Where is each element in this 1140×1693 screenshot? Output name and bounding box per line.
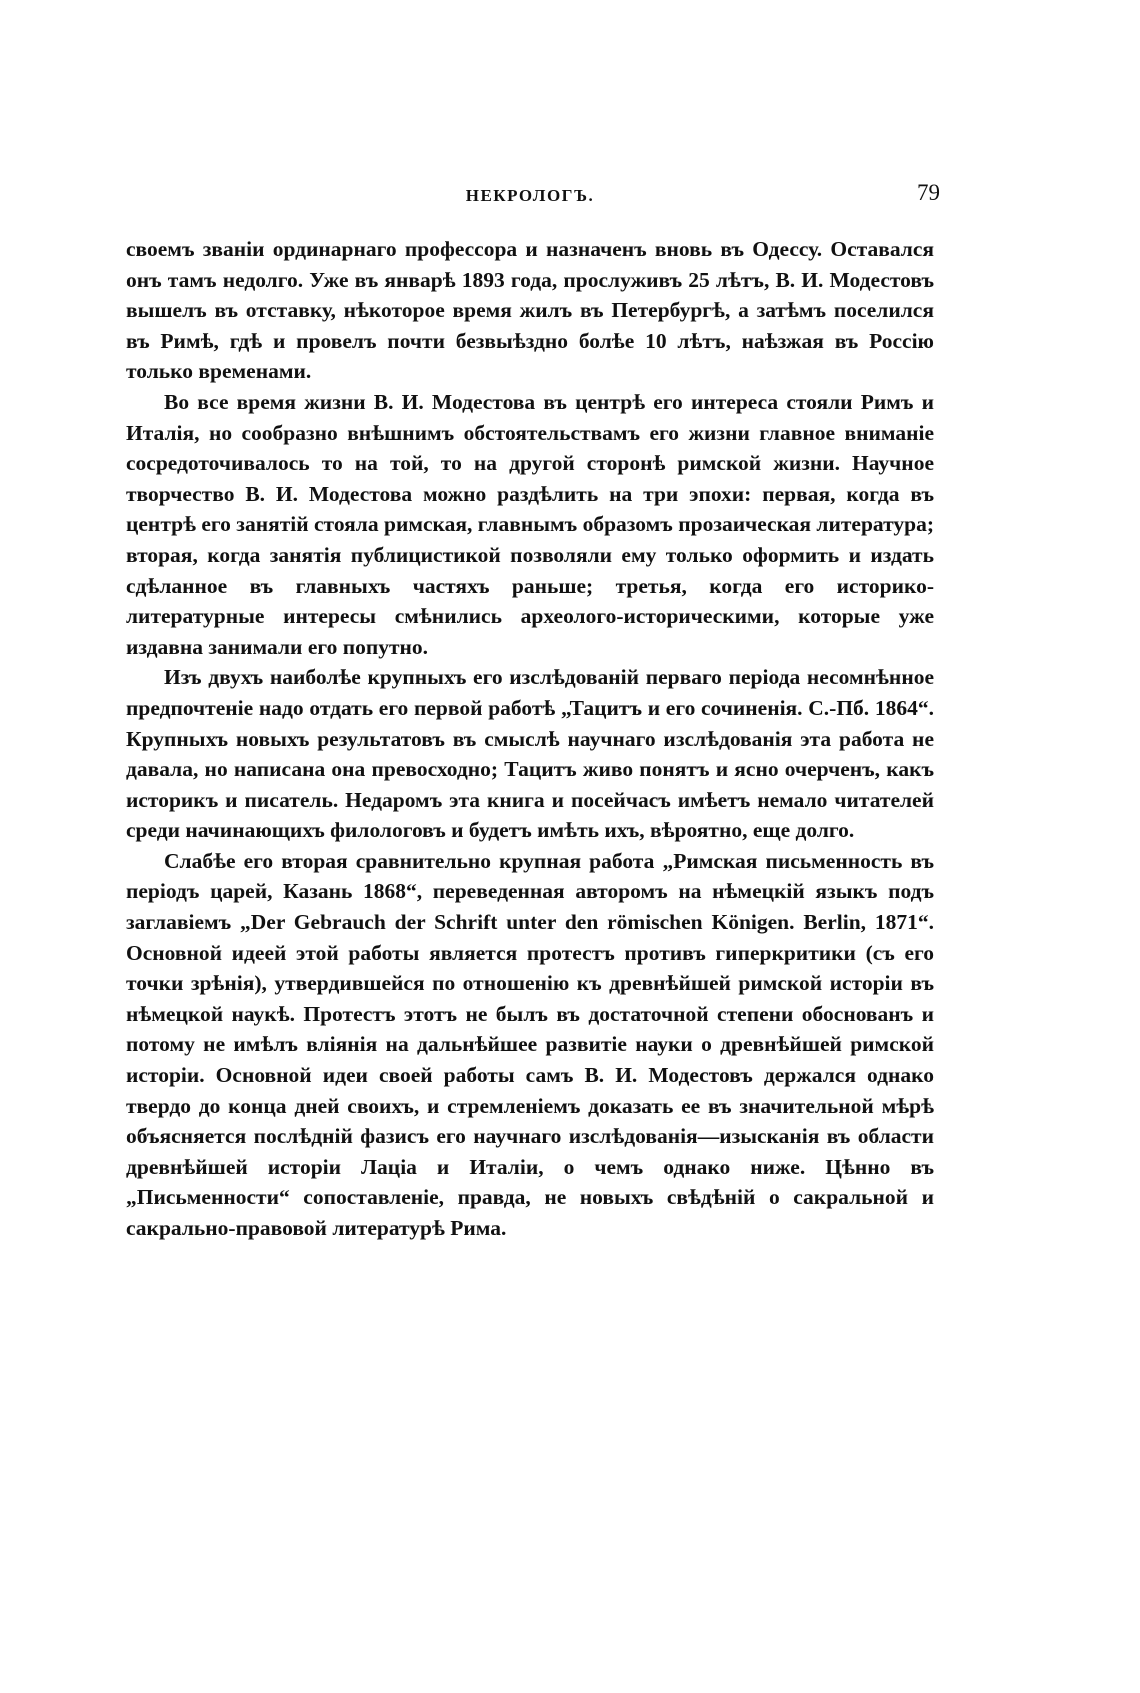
running-head: [120, 180, 940, 210]
paragraph: Во все время жизни В. И. Модестова въ центрѣ его интереса стояли Римъ и Италія, но сообразно внѣшнимъ обстоятельствамъ его жизни главное вниманіе сосредоточивалось то на той, то на другой сторонѣ римской жизни. Научное творчество В. И. Модестова можно раздѣлить на три эпохи: первая, когда въ центрѣ его занятій стояла римская, главнымъ образомъ прозаическая литература; вторая, когда занятія публицистикой позволяли ему только оформить и издать сдѣланное въ главныхъ частяхъ раньше; третья, когда его историко-литературные интересы смѣнились археолого-историческими, которые уже издавна занимали его попутно.: [126, 389, 934, 659]
paragraph: Изъ двухъ наиболѣе крупныхъ его изслѣдованій перваго періода несомнѣнное предпочтеніе надо отдать его первой работѣ „Тацитъ и его сочиненія. С.-Пб. 1864“. Крупныхъ новыхъ результатовъ въ смыслѣ научнаго изслѣдованія эта работа не давала, но написана она превосходно; Тацитъ живо понятъ и ясно очерченъ, какъ историкъ и писатель. Недаромъ эта книга и посейчасъ имѣетъ немало читателей среди начинающихъ филологовъ и будетъ имѣть ихъ, вѣроятно, еще долго.: [126, 665, 934, 843]
paragraph: своемъ званіи ординарнаго профессора и назначенъ вновь въ Одессу. Оставался онъ тамъ недолго. Уже въ январѣ 1893 года, прослуживъ 25 лѣтъ, В. И. Модестовъ вышелъ въ отставку, нѣкоторое время жилъ въ Петербургѣ, а затѣмъ поселился въ Римѣ, гдѣ и провелъ почти безвыѣздно болѣе 10 лѣтъ, наѣзжая въ Россію только временами.: [126, 237, 934, 384]
paragraph: Слабѣе его вторая сравнительно крупная работа „Римская письменность въ періодъ царей, Казань 1868“, переведенная авторомъ на нѣмецкій языкъ подъ заглавіемъ „Der Gebrauch der Schrift unter den römischen Königen. Berlin, 1871“. Основной идеей этой работы является протестъ противъ гиперкритики (съ его точки зрѣнія), утвердившейся по отношенію къ древнѣйшей римской исторіи въ нѣмецкой наукѣ. Протестъ этотъ не былъ въ достаточной степени обоснованъ и потому не имѣлъ вліянія на дальнѣйшее развитіе науки о древнѣйшей римской исторіи. Основной идеи своей работы самъ В. И. Модестовъ держался однако твердо до конца дней своихъ, и стремленіемъ доказать ее въ значительной мѣрѣ объясняется послѣдній фазисъ его научнаго изслѣдованія—изысканія въ области древнѣйшей исторіи Лаціа и Италіи, о чемъ однако ниже. Цѣнно въ „Письменности“ сопоставленіе, правда, не новыхъ свѣдѣній о сакральной и сакрально-правовой литературѣ Рима.: [126, 848, 934, 1240]
body-text: [126, 234, 934, 1244]
running-title: НЕКРОЛОГЪ.: [465, 186, 595, 205]
page-number: 79: [917, 180, 940, 205]
